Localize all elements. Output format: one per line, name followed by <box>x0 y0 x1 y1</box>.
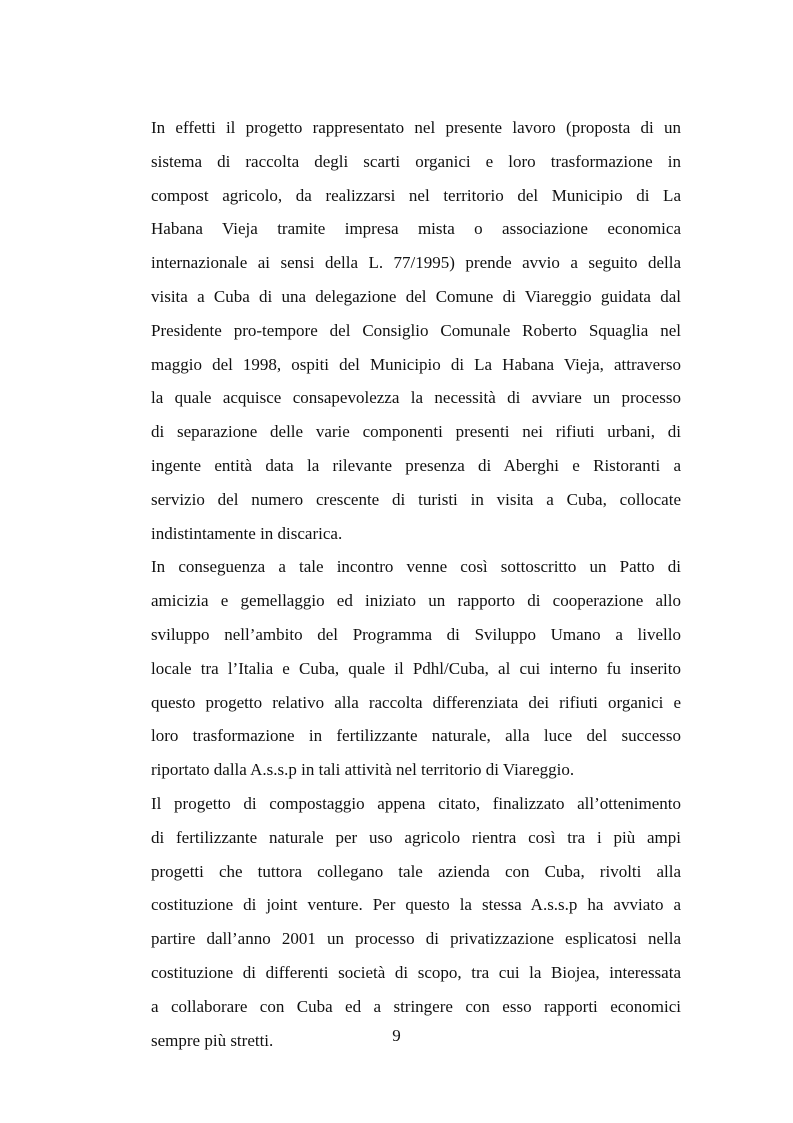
text-line: loro trasformazione in fertilizzante naturale, alla luce del successo <box>151 726 681 746</box>
text-line: locale tra l’Italia e Cuba, quale il Pdhl/Cuba, al cui interno fu inserito <box>151 658 681 678</box>
page-number: 9 <box>392 1026 401 1045</box>
text-line: questo progetto relativo alla raccolta differenziata dei rifiuti organici e <box>151 692 681 712</box>
text-line: ingente entità data la rilevante presenza di Aberghi e Ristoranti a <box>151 455 681 475</box>
body-text <box>151 111 681 1057</box>
text-line: maggio del 1998, ospiti del Municipio di La Habana Vieja, attraverso <box>151 354 681 374</box>
text-line: costituzione di differenti società di scopo, tra cui la Biojea, interessata <box>151 962 681 982</box>
text-line: compost agricolo, da realizzarsi nel territorio del Municipio di La <box>151 185 681 205</box>
text-line: sviluppo nell’ambito del Programma di Sviluppo Umano a livello <box>151 624 681 644</box>
paragraph <box>151 550 681 787</box>
text-line: servizio del numero crescente di turisti in visita a Cuba, collocate <box>151 489 681 509</box>
text-line: Il progetto di compostaggio appena citato, finalizzato all’ottenimento <box>151 793 681 813</box>
text-line: di fertilizzante naturale per uso agricolo rientra così tra i più ampi <box>151 827 681 847</box>
text-line: riportato dalla A.s.s.p in tali attività nel territorio di Viareggio. <box>151 760 575 780</box>
text-line: internazionale ai sensi della L. 77/1995) prende avvio a seguito della <box>151 253 681 273</box>
text-line: In effetti il progetto rappresentato nel presente lavoro (proposta di un <box>151 118 681 137</box>
text-line: Habana Vieja tramite impresa mista o associazione economica <box>151 219 681 239</box>
text-line: a collaborare con Cuba ed a stringere con esso rapporti economici <box>151 996 681 1016</box>
text-line: partire dall’anno 2001 un processo di privatizzazione esplicatosi nella <box>151 929 681 949</box>
text-line: sistema di raccolta degli scarti organici e loro trasformazione in <box>151 151 681 171</box>
text-line: sempre più stretti. <box>151 1030 274 1050</box>
text-line: costituzione di joint venture. Per questo la stessa A.s.s.p ha avviato a <box>151 895 681 915</box>
text-line: la quale acquisce consapevolezza la necessità di avviare un processo <box>151 388 681 408</box>
text-line: amicizia e gemellaggio ed iniziato un rapporto di cooperazione allo <box>151 591 681 611</box>
text-line: visita a Cuba di una delegazione del Comune di Viareggio guidata dal <box>151 286 681 306</box>
text-line: progetti che tuttora collegano tale azienda con Cuba, rivolti alla <box>151 861 681 881</box>
text-line: Presidente pro-tempore del Consiglio Comunale Roberto Squaglia nel <box>151 320 681 340</box>
text-line: indistintamente in discarica. <box>151 523 343 543</box>
text-line: di separazione delle varie componenti presenti nei rifiuti urbani, di <box>151 422 681 442</box>
text-line: In conseguenza a tale incontro venne così sottoscritto un Patto di <box>151 557 681 577</box>
paragraph <box>151 787 681 1057</box>
paragraph <box>151 111 681 550</box>
